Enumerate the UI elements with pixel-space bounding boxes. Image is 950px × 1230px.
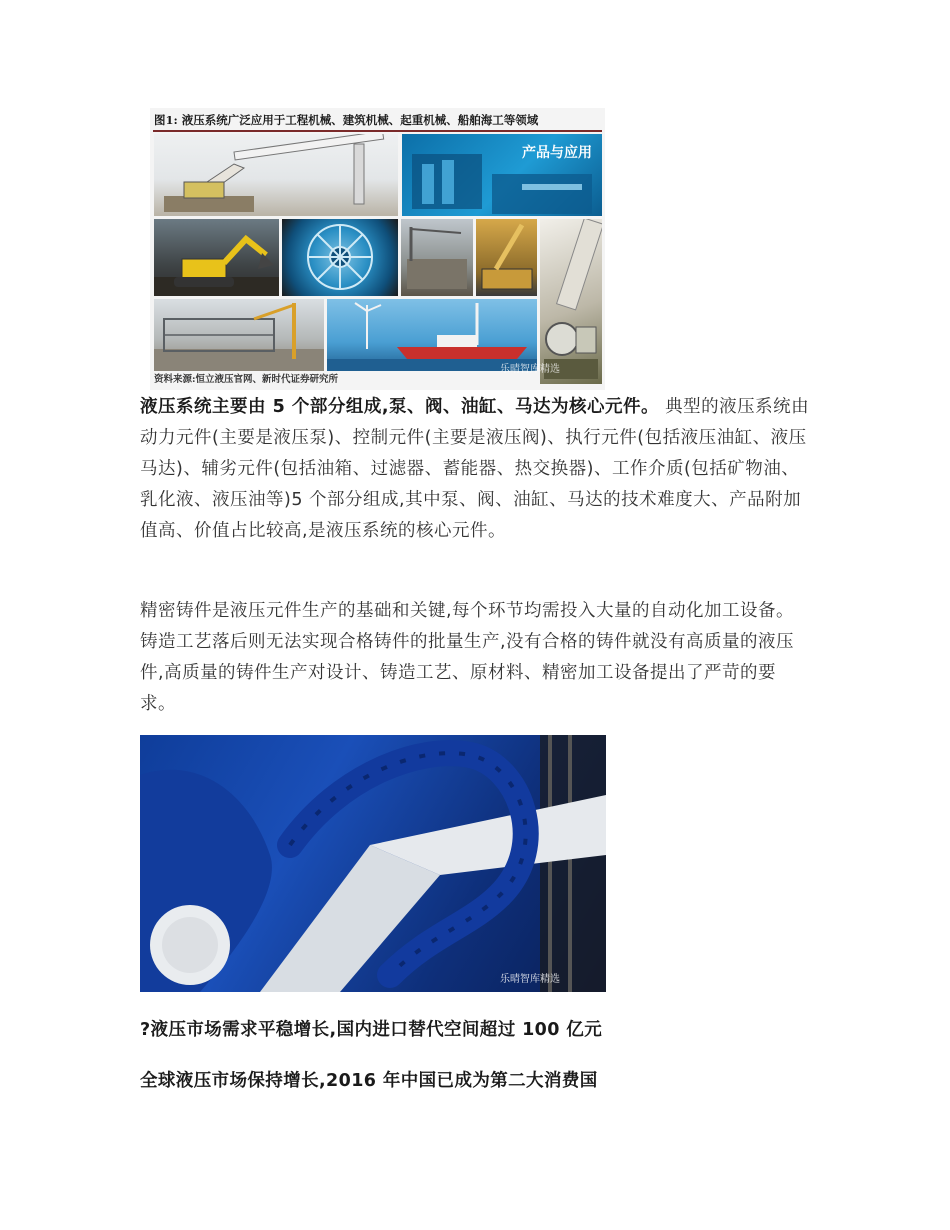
photo-excavator xyxy=(154,219,279,296)
crane-illustration xyxy=(476,219,537,296)
steel-structure-illustration xyxy=(154,299,324,371)
figure-2-watermark: 乐晴智库精选 xyxy=(500,974,560,985)
paragraph-hydraulic-components xyxy=(140,392,812,547)
photo-tunnel-boring-machine xyxy=(282,219,398,296)
figure-1-title-rule xyxy=(153,130,602,132)
construction-site-illustration xyxy=(401,219,473,296)
photo-construction-site xyxy=(401,219,473,296)
photo-steel-structure xyxy=(154,299,324,371)
paragraph-lead-sentence: 液压系统主要由 5 个部分组成,泵、阀、油缸、马达为核心元件。 xyxy=(140,397,660,417)
figure-1-title: 图1: 液压系统广泛应用于工程机械、建筑机械、起重机械、船舶海工等领域 xyxy=(154,113,539,127)
figure-1-source: 资料来源:恒立液压官网、新时代证券研究所 xyxy=(154,374,339,385)
photo-products-and-applications xyxy=(402,134,602,216)
cable-chain-illustration xyxy=(140,735,606,992)
products-label: 产品与应用 xyxy=(522,145,592,161)
figure-1-watermark: 乐晴智库精选 xyxy=(500,364,560,375)
photo-blue-cable-chain xyxy=(140,735,606,992)
excavator-illustration xyxy=(154,219,279,296)
paragraph-precision-castings: 精密铸件是液压元件生产的基础和关键,每个环节均需投入大量的自动化加工设备。铸造工艺落后则无法实现合格铸件的批量生产,没有合格的铸件就没有高质量的液压件,高质量的铸件生产对设计、铸造工艺、原材料、精密加工设备提出了严苛的要求。 xyxy=(140,601,795,714)
figure-1-hydraulic-applications xyxy=(150,108,605,390)
drilling-rig-illustration xyxy=(154,134,398,216)
photo-drilling-rig xyxy=(154,134,398,216)
tunnel-boring-illustration xyxy=(282,219,398,296)
photo-crane xyxy=(476,219,537,296)
section-heading-market-demand: ?液压市场需求平稳增长,国内进口替代空间超过 100 亿元 xyxy=(140,1020,603,1040)
section-heading-global-market: 全球液压市场保持增长,2016 年中国已成为第二大消费国 xyxy=(140,1071,598,1091)
paragraph-body: 典型的液压系统由动力元件(主要是液压泵)、控制元件(主要是液压阀)、执行元件(包括液压油缸、液压马达)、辅劣元件(包括油箱、过滤器、蓄能器、热交换器)、工作介质(包括矿物油、乳化液、液压油等)5 个部分组成,其中泵、阀、油缸、马达的技术难度大、产品附加值高、价值占比较高,是液压系统的核心元件。 xyxy=(140,397,810,541)
